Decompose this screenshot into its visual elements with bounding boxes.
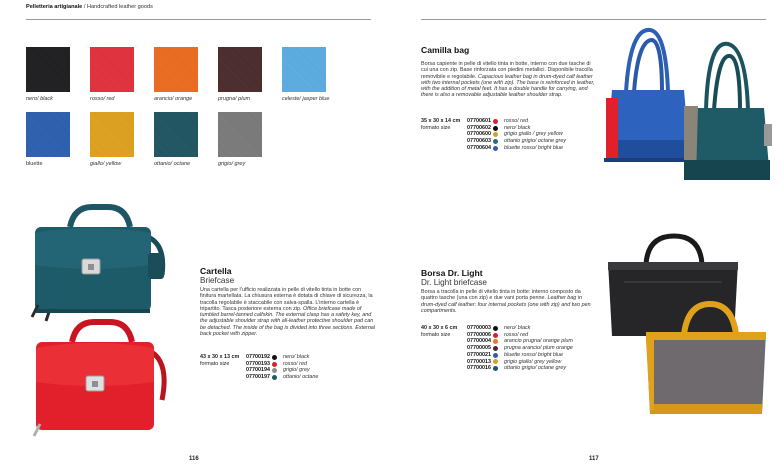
- drlight-title: Borsa Dr. Light: [421, 268, 483, 278]
- swatch-label-red: rosso/ red: [90, 96, 115, 102]
- variant-code: 07700016: [467, 365, 491, 372]
- cartella-subtitle: Briefcase: [200, 276, 235, 285]
- color-dot: [493, 339, 498, 344]
- header-section: Handcrafted leather goods: [86, 4, 153, 10]
- variant-code: 07700006: [467, 331, 491, 338]
- header-separator: /: [82, 4, 87, 10]
- swatch-label-grey: grigio/ grey: [218, 161, 246, 167]
- spec-row: [421, 365, 573, 372]
- swatch-label-yellow: giallo/ yellow: [90, 161, 122, 167]
- variant-name: rosso/ red: [504, 118, 528, 124]
- camilla-desc-it: Borsa capiente in pelle di vitello tinta in botte, interno con due tasche di cui una con zip. Base rinforzata con piedini metallici. Disponibile tracolla removibile e regolabile.: [421, 61, 593, 80]
- drlight-desc-it: Borsa a tracolla in pelle di vitello tinta in botte: interno composto da quattro tasche (una con zip) e due vani porta penne.: [421, 289, 581, 302]
- variant-code: 07700193: [246, 360, 270, 367]
- variant-name: rosso/ red: [283, 360, 307, 367]
- color-dot: [493, 126, 498, 131]
- briefcase-teal-image: [30, 205, 170, 323]
- camilla-dimensions: 35 x 30 x 14 cm: [421, 118, 461, 124]
- variant-code: 07700192: [246, 354, 270, 360]
- drlight-bag-grey-image: [640, 300, 772, 420]
- color-dot: [272, 368, 277, 373]
- color-dot: [272, 355, 277, 360]
- spec-row: [421, 332, 573, 339]
- camilla-spec-table: [421, 118, 566, 152]
- variant-name: ottanio grigio/ octane grey: [504, 365, 567, 372]
- variant-name: grigio/ grey: [283, 367, 310, 374]
- swatch-black: [26, 47, 70, 92]
- color-dot: [493, 119, 498, 124]
- color-dot: [493, 359, 498, 364]
- camilla-desc-en: Capacious leather bag in drum-dyed calf leather with two internal pockets (one with zip). The base is reinforced in leather, with the addition of metal feet. It has a double handle for carrying, and there is also a removable adjustable leather shoulder strap.: [421, 73, 595, 99]
- header-brand: Pelletteria artigianale: [26, 4, 83, 10]
- left-page-rule: [26, 19, 371, 20]
- variant-code: 07700601: [467, 118, 491, 124]
- variant-code: 07700021: [467, 351, 491, 358]
- spec-row: [421, 345, 573, 352]
- variant-code: 07700004: [467, 338, 491, 345]
- cartella-description: [200, 287, 376, 337]
- spec-row: [421, 338, 573, 345]
- drlight-spec-table: [421, 325, 573, 372]
- swatch-label-bluette: bluette: [26, 161, 43, 167]
- drlight-subtitle: Dr. Light briefcase: [421, 278, 487, 287]
- spec-row: [200, 354, 318, 361]
- cartella-title: Cartella: [200, 266, 232, 276]
- variant-code: 07700003: [467, 325, 491, 331]
- page-number-left: 116: [189, 456, 199, 462]
- spec-row: [421, 325, 573, 332]
- color-dot: [272, 375, 277, 380]
- cartella-desc-en: Office briefcase made of tumbled barrel-tanned calfskin. The external clasp has a safety key, and the adjustable shoulder strap with all-leather protective shoulder pad can be detached. The inside of the bag is divided into three sections. External back pocket with zipper.: [200, 305, 376, 338]
- swatch-octane: [154, 112, 198, 157]
- swatch-label-octane: ottanio/ octane: [154, 161, 191, 167]
- spec-row: [421, 125, 566, 132]
- spec-row: [421, 352, 573, 359]
- camilla-description: [421, 61, 597, 99]
- swatch-label-plum: prugna/ plum: [218, 96, 251, 102]
- swatch-label-orange: arancio/ orange: [154, 96, 193, 102]
- variant-name: bluette rosso/ bright blue: [504, 144, 564, 151]
- variant-name: rosso/ red: [504, 331, 528, 338]
- spec-row: [421, 359, 573, 366]
- drlight-format-label: formato size: [421, 331, 451, 338]
- cartella-dimensions: 43 x 30 x 13 cm: [200, 354, 240, 360]
- swatch-label-jasper-blue: celeste/ jasper blue: [282, 96, 330, 102]
- swatch-plum: [218, 47, 262, 92]
- variant-code: 07700603: [467, 138, 491, 145]
- variant-name: ottanio/ octane: [283, 374, 319, 381]
- swatch-yellow: [90, 112, 134, 157]
- color-dot: [493, 346, 498, 351]
- cartella-format-label: formato size: [200, 360, 230, 367]
- variant-code: 07700600: [467, 131, 491, 138]
- swatch-grey: [218, 112, 262, 157]
- swatch-red: [90, 47, 134, 92]
- variant-code: 07700197: [246, 374, 270, 381]
- spec-row: [421, 118, 566, 125]
- spec-row: [421, 145, 566, 152]
- camilla-format-label: formato size: [421, 124, 451, 131]
- color-dot: [493, 146, 498, 151]
- variant-name: nero/ black: [504, 124, 531, 131]
- page-number-right: 117: [589, 456, 599, 462]
- swatch-orange: [154, 47, 198, 92]
- camilla-bag-octane-image: [678, 40, 778, 190]
- swatch-label-black: nero/ black: [26, 96, 53, 102]
- color-dot: [493, 326, 498, 331]
- color-dot: [272, 362, 277, 367]
- variant-name: ottanio grigio/ octane grey: [504, 138, 567, 145]
- variant-code: 07700013: [467, 358, 491, 365]
- camilla-title: Camilla bag: [421, 45, 470, 55]
- spec-row: [421, 131, 566, 138]
- briefcase-red-image: [30, 320, 170, 438]
- color-dot: [493, 366, 498, 371]
- drlight-description: [421, 289, 597, 314]
- drlight-desc-en: Leather bag in drum-dyed calf leather: four internal pockets (one with zip) and two pen compartments.: [421, 295, 591, 314]
- variant-name: bluette rosso/ bright blue: [504, 351, 564, 358]
- swatch-jasper-blue: [282, 47, 326, 92]
- variant-name: grigio giallo/ grey yellow: [504, 358, 562, 365]
- variant-code: 07700602: [467, 124, 491, 131]
- right-page-rule: [421, 19, 766, 20]
- variant-code: 07700005: [467, 345, 491, 352]
- spec-row: [421, 138, 566, 145]
- color-dot: [493, 132, 498, 137]
- variant-code: 07700604: [467, 144, 491, 151]
- variant-name: prugna arancio/ plum orange: [504, 345, 573, 352]
- spec-row: [200, 374, 318, 381]
- spec-row: [200, 367, 318, 374]
- drlight-dimensions: 40 x 30 x 6 cm: [421, 325, 458, 331]
- cartella-desc-it: Una cartella per l’ufficio realizzata in pelle di vitello tinta in botte con finitura martellata. La chiusura esterna è dotata di chiave di sicurezza, la tracolla regolabile è staccabile con salva-spalla. L’interno cartella è tripartito. Tasca posteriore esterna con zip.: [200, 287, 373, 312]
- variant-name: nero/ black: [504, 325, 531, 331]
- spec-row: [200, 361, 318, 368]
- variant-code: 07700194: [246, 367, 270, 374]
- cartella-spec-table: [200, 354, 318, 381]
- running-header: [26, 4, 153, 10]
- color-dot: [493, 333, 498, 338]
- swatch-bluette: [26, 112, 70, 157]
- variant-name: grigio giallo / grey yellow: [504, 131, 563, 138]
- color-dot: [493, 353, 498, 358]
- variant-name: arancio prugna/ orange plum: [504, 338, 573, 345]
- variant-name: nero/ black: [283, 354, 310, 360]
- color-dot: [493, 139, 498, 144]
